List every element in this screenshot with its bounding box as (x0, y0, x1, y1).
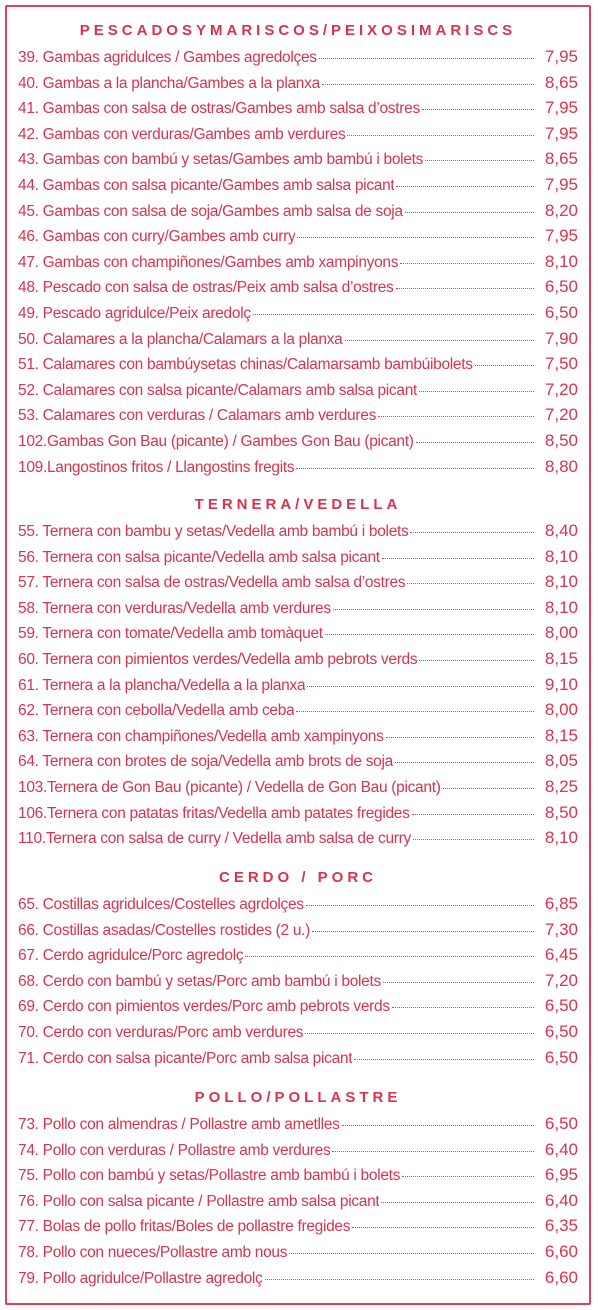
item-price: 8,10 (544, 546, 578, 566)
dot-leader (354, 1059, 534, 1060)
item-name: 64. Ternera con brotes de soja/Vedella amb brots de soja (18, 753, 393, 771)
dot-leader (305, 1033, 534, 1034)
item-name: 74. Pollo con verduras / Pollastre amb verdures (18, 1141, 331, 1159)
dot-leader (400, 263, 534, 264)
item-name: 102.Gambas Gon Bau (picante) / Gambes Gon Bau (picant) (18, 432, 414, 450)
dot-leader (410, 532, 534, 533)
menu-item (18, 1111, 578, 1137)
item-name: 47. Gambas con champiñones/Gambes amb xampinyons (18, 253, 399, 271)
dot-leader (332, 1151, 534, 1152)
section-beef (18, 492, 578, 851)
menu-item (18, 70, 578, 96)
menu-items (18, 518, 578, 851)
item-price: 7,95 (544, 98, 578, 118)
item-price: 8,50 (544, 430, 578, 450)
dot-leader (381, 1202, 534, 1203)
item-name: 41. Gambas con salsa de ostras/Gambes amb salsa d’ostres (18, 100, 420, 118)
item-price: 8,10 (544, 572, 578, 592)
item-name: 68. Cerdo con bambú y setas/Porc amb bambú i bolets (18, 972, 381, 990)
item-price: 7,95 (544, 47, 578, 66)
dot-leader (413, 839, 534, 840)
item-name: 50. Calamares a la plancha/Calamars a la planxa (18, 330, 343, 348)
menu-item (18, 1162, 578, 1188)
menu-item (18, 891, 578, 917)
item-price: 8,00 (544, 700, 578, 720)
item-name: 106.Ternera con patatas fritas/Vedella amb patates fregides (18, 804, 410, 822)
menu-items (18, 891, 578, 1070)
item-name: 53. Calamares con verduras / Calamars amb verdures (18, 407, 377, 425)
item-name: 52. Calamares con salsa picante/Calamars amb salsa picant (18, 381, 418, 399)
menu-item (18, 146, 578, 172)
item-name: 103.Ternera de Gon Bau (picante) / Vedella de Gon Bau (picant) (18, 778, 441, 796)
section-seafood (18, 18, 578, 479)
menu-item (18, 697, 578, 723)
item-name: 63. Ternera con champiñones/Vedella amb xampinyons (18, 727, 384, 745)
item-price: 7,95 (544, 226, 578, 246)
dot-leader (322, 84, 534, 85)
dot-leader (296, 711, 534, 712)
dot-leader (407, 583, 534, 584)
menu-item (18, 544, 578, 570)
menu-item (18, 968, 578, 994)
section-title: PESCADOSYMARISCOS/PEIXOSIMARISCS (79, 22, 517, 39)
dot-leader (306, 905, 534, 906)
menu-item (18, 300, 578, 326)
menu-item (18, 121, 578, 147)
item-name: 51. Calamares con bambúysetas chinas/Calamarsamb bambúibolets (18, 356, 473, 374)
item-price: 7,20 (544, 970, 578, 990)
item-price: 7,95 (544, 174, 578, 194)
menu-item (18, 595, 578, 621)
menu-item (18, 672, 578, 698)
item-price: 7,30 (544, 919, 578, 939)
item-name: 70. Cerdo con verduras/Porc amb verdures (18, 1023, 304, 1041)
item-price: 6,85 (544, 894, 578, 913)
menu-item (18, 198, 578, 224)
dot-leader (392, 1007, 534, 1008)
dot-leader (296, 468, 534, 469)
item-price: 8,65 (544, 149, 578, 169)
item-price: 8,05 (544, 751, 578, 771)
item-price: 8,00 (544, 623, 578, 643)
dot-leader (412, 814, 534, 815)
dot-leader (475, 365, 534, 366)
item-name: 78. Pollo con nueces/Pollastre amb nous (18, 1243, 288, 1261)
dot-leader (253, 314, 534, 315)
menu-item (18, 774, 578, 800)
item-price: 9,10 (544, 674, 578, 694)
dot-leader (289, 1253, 534, 1254)
item-price: 8,50 (544, 802, 578, 822)
item-name: 45. Gambas con salsa de soja/Gambes amb salsa de soja (18, 202, 403, 220)
item-price: 8,65 (544, 72, 578, 92)
dot-leader (347, 135, 534, 136)
menu-item (18, 351, 578, 377)
dot-leader (345, 340, 534, 341)
dot-leader (378, 416, 534, 417)
dot-leader (333, 609, 534, 610)
item-name: 67. Cerdo agridulce/Porc agredolç (18, 947, 244, 965)
item-price: 7,20 (544, 405, 578, 425)
section-title: CERDO / PORC (218, 869, 377, 886)
item-name: 56. Ternera con salsa picante/Vedella amb salsa picant (18, 548, 380, 566)
item-price: 8,40 (544, 521, 578, 540)
item-price: 7,95 (544, 123, 578, 143)
item-name: 65. Costillas agridulces/Costelles agrdolçes (18, 896, 304, 913)
dot-leader (382, 558, 534, 559)
menu-item (18, 1265, 578, 1291)
dot-leader (396, 288, 534, 289)
item-price: 6,50 (544, 1114, 578, 1133)
dot-leader (245, 956, 534, 957)
menu-item (18, 402, 578, 428)
menu-item (18, 223, 578, 249)
item-price: 8,15 (544, 725, 578, 745)
item-name: 39. Gambas agridulces / Gambes agredolçes (18, 49, 317, 66)
dot-leader (416, 442, 534, 443)
menu-item (18, 800, 578, 826)
item-name: 43. Gambas con bambú y setas/Gambes amb bambú i bolets (18, 151, 424, 169)
item-price: 6,40 (544, 1190, 578, 1210)
item-name: 48. Pescado con salsa de ostras/Peix amb salsa d’ostres (18, 279, 394, 297)
item-price: 7,20 (544, 379, 578, 399)
menu-item (18, 518, 578, 544)
item-price: 6,95 (544, 1165, 578, 1185)
item-price: 6,45 (544, 945, 578, 965)
dot-leader (312, 931, 534, 932)
section-title: POLLO/POLLASTRE (194, 1089, 402, 1106)
dot-leader (307, 686, 534, 687)
item-price: 8,10 (544, 251, 578, 271)
dot-leader (319, 58, 534, 59)
item-name: 77. Bolas de pollo fritas/Boles de pollastre fregides (18, 1218, 351, 1236)
item-name: 73. Pollo con almendras / Pollastre amb ametlles (18, 1116, 340, 1133)
item-price: 8,15 (544, 648, 578, 668)
item-name: 109.Langostinos fritos / Llangostins fregits (18, 458, 295, 476)
dot-leader (395, 762, 534, 763)
menu-items (18, 1111, 578, 1290)
item-name: 69. Cerdo con pimientos verdes/Porc amb pebrots verds (18, 998, 390, 1016)
dot-leader (443, 788, 534, 789)
dot-leader (342, 1125, 534, 1126)
section-pork (18, 865, 578, 1070)
dot-leader (325, 634, 534, 635)
menu-item (18, 646, 578, 672)
item-name: 57. Ternera con salsa de ostras/Vedella amb salsa d’ostres (18, 574, 406, 592)
dot-leader (419, 660, 534, 661)
dot-leader (405, 212, 534, 213)
item-name: 66. Costillas asadas/Costelles rostides (2 u.) (18, 921, 311, 939)
menu-item (18, 1045, 578, 1071)
menu-item (18, 748, 578, 774)
item-price: 7,50 (544, 354, 578, 374)
item-price: 6,50 (544, 1047, 578, 1067)
menu-item (18, 620, 578, 646)
dot-leader (383, 982, 534, 983)
section-chicken (18, 1085, 578, 1290)
menu-item (18, 917, 578, 943)
dot-leader (386, 737, 534, 738)
item-name: 79. Pollo agridulce/Pollastre agredolç (18, 1269, 263, 1287)
item-name: 71. Cerdo con salsa picante/Porc amb salsa picant (18, 1049, 353, 1067)
item-price: 6,50 (544, 1021, 578, 1041)
menu-item (18, 454, 578, 480)
item-price: 6,50 (544, 996, 578, 1016)
menu-item (18, 723, 578, 749)
item-price: 6,60 (544, 1241, 578, 1261)
item-price: 8,10 (544, 828, 578, 848)
menu-item (18, 1213, 578, 1239)
item-name: 110.Ternera con salsa de curry / Vedella amb salsa de curry (18, 830, 411, 848)
item-price: 8,80 (544, 456, 578, 476)
item-price: 6,40 (544, 1139, 578, 1159)
menu-item (18, 95, 578, 121)
menu-item (18, 172, 578, 198)
menu-item (18, 428, 578, 454)
item-name: 44. Gambas con salsa picante/Gambes amb salsa picant (18, 176, 395, 194)
menu-item (18, 569, 578, 595)
item-name: 62. Ternera con cebolla/Vedella amb ceba (18, 702, 295, 720)
menu-item (18, 993, 578, 1019)
item-name: 58. Ternera con verduras/Vedella amb verdures (18, 599, 331, 617)
item-name: 46. Gambas con curry/Gambes amb curry (18, 228, 296, 246)
dot-leader (422, 109, 534, 110)
item-price: 6,50 (544, 302, 578, 322)
item-price: 8,10 (544, 597, 578, 617)
menu-item (18, 377, 578, 403)
menu-item (18, 44, 578, 70)
dot-leader (425, 160, 534, 161)
dot-leader (352, 1227, 534, 1228)
menu-item (18, 942, 578, 968)
dot-leader (297, 237, 534, 238)
item-price: 8,20 (544, 200, 578, 220)
item-name: 49. Pescado agridulce/Peix aredolç (18, 304, 251, 322)
menu-item (18, 1239, 578, 1265)
dot-leader (402, 1176, 534, 1177)
dot-leader (396, 186, 534, 187)
item-name: 61. Ternera a la plancha/Vedella a la planxa (18, 676, 306, 694)
menu-item (18, 825, 578, 851)
item-name: 75. Pollo con bambú y setas/Pollastre amb bambú i bolets (18, 1167, 401, 1185)
item-name: 59. Ternera con tomate/Vedella amb tomàquet (18, 625, 323, 643)
item-price: 6,50 (544, 277, 578, 297)
dot-leader (265, 1279, 534, 1280)
menu-item (18, 326, 578, 352)
item-name: 76. Pollo con salsa picante / Pollastre amb salsa picant (18, 1192, 380, 1210)
item-price: 7,90 (544, 328, 578, 348)
menu-item (18, 274, 578, 300)
menu-item (18, 1188, 578, 1214)
item-name: 55. Ternera con bambu y setas/Vedella amb bambú i bolets (18, 523, 409, 540)
item-name: 40. Gambas a la plancha/Gambes a la planxa (18, 74, 320, 92)
menu-item (18, 1019, 578, 1045)
dot-leader (419, 391, 534, 392)
item-name: 42. Gambas con verduras/Gambes amb verdures (18, 125, 346, 143)
item-price: 6,60 (544, 1267, 578, 1287)
menu-item (18, 1137, 578, 1163)
menu-items (18, 44, 578, 479)
menu-item (18, 249, 578, 275)
item-price: 8,25 (544, 776, 578, 796)
item-name: 60. Ternera con pimientos verdes/Vedella amb pebrots verds (18, 650, 418, 668)
section-title: TERNERA/VEDELLA (194, 496, 402, 513)
item-price: 6,35 (544, 1216, 578, 1236)
